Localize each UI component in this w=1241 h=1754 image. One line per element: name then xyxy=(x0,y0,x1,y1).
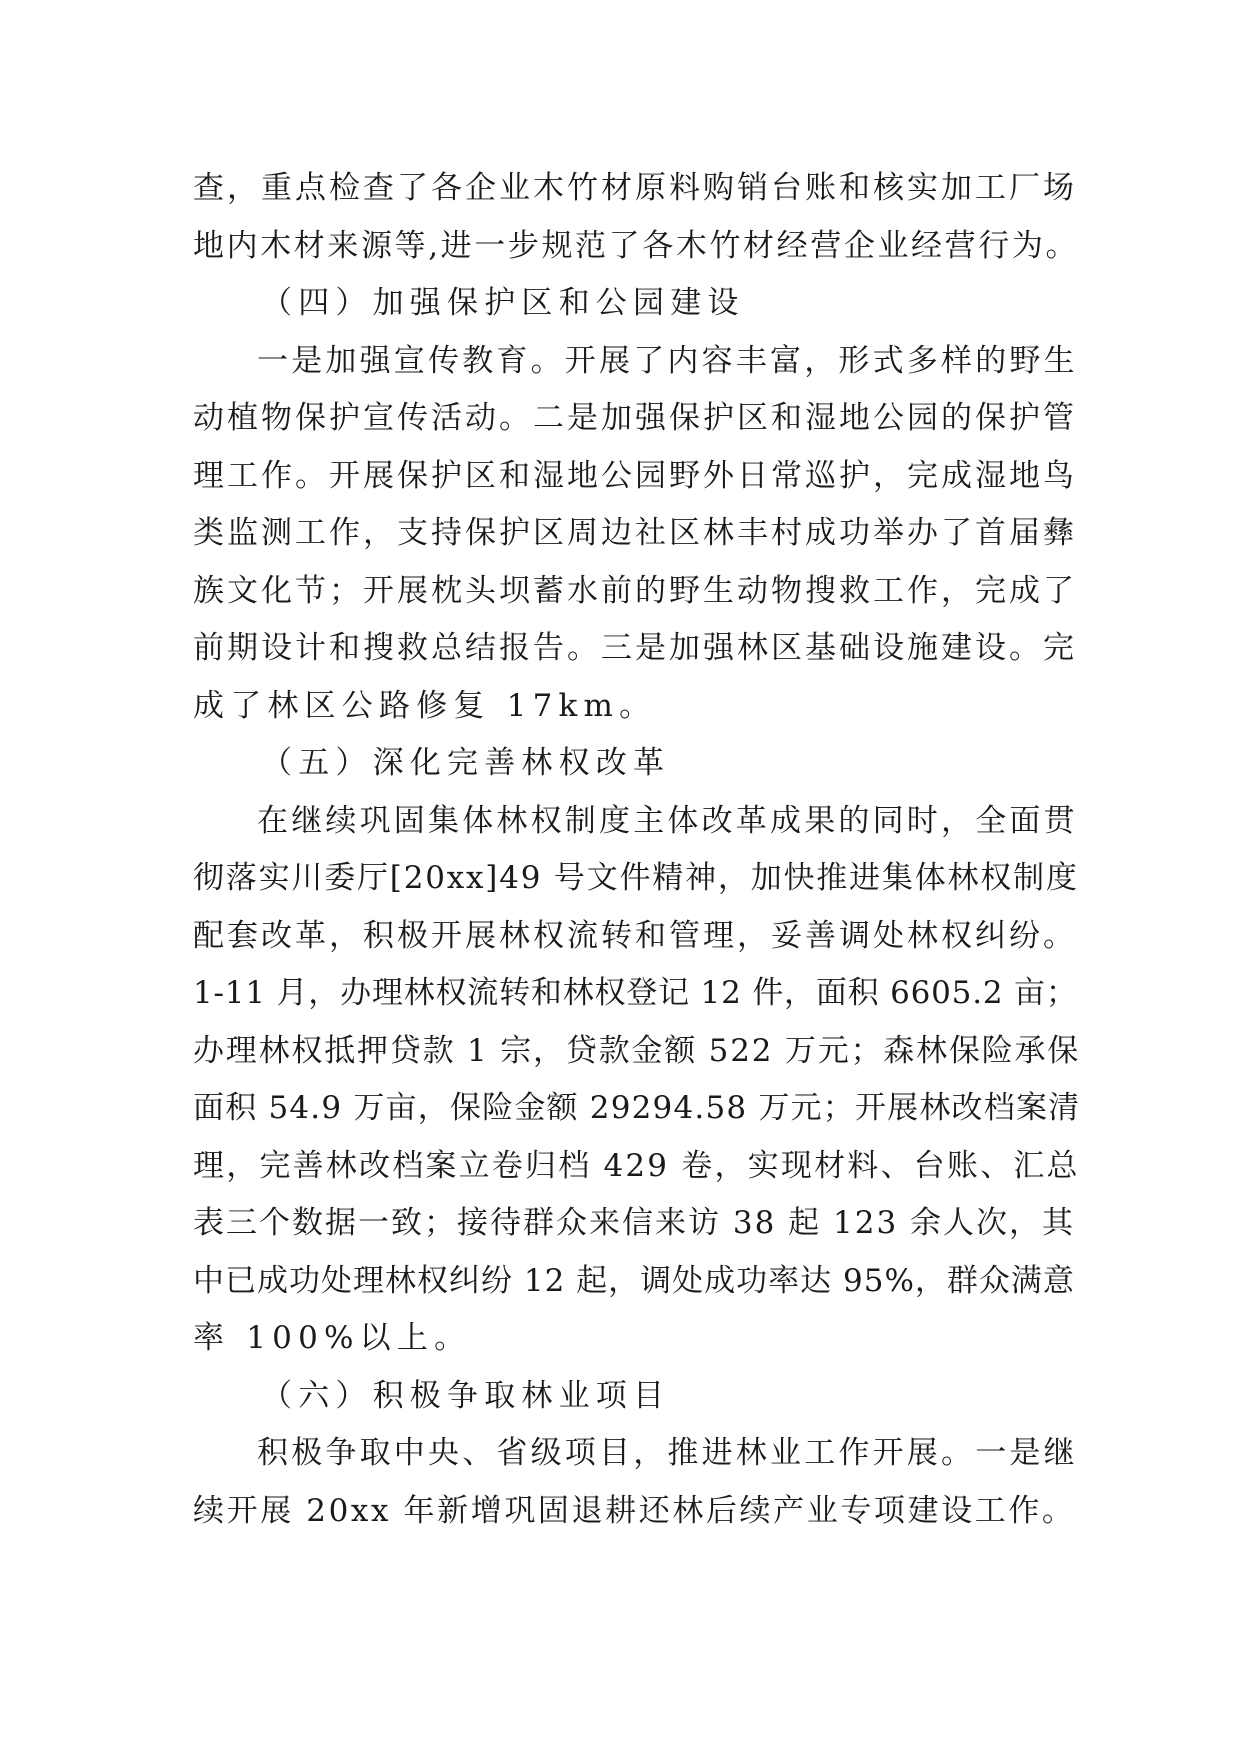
body-text-line: 中已成功处理林权纠纷 12 起，调处成功率达 95%，群众满意 xyxy=(193,1263,1075,1299)
body-text-line: 前期设计和搜救总结报告。三是加强林区基础设施建设。完 xyxy=(193,630,1077,666)
body-text-line: 动植物保护宣传活动。二是加强保护区和湿地公园的保护管 xyxy=(193,400,1077,436)
section-heading-4: （四）加强保护区和公园建设 xyxy=(261,285,745,321)
body-text-line: 查，重点检查了各企业木竹材原料购销台账和核实加工厂场 xyxy=(193,170,1077,206)
body-text-line: 成了林区公路修复 17km。 xyxy=(193,688,657,724)
body-text-line: 1-11 月，办理林权流转和林权登记 12 件，面积 6605.2 亩； xyxy=(193,975,1078,1011)
body-text-line: 理工作。开展保护区和湿地公园野外日常巡护，完成湿地鸟 xyxy=(193,458,1077,494)
paragraph-first-line: 积极争取中央、省级项目，推进林业工作开展。一是继 xyxy=(257,1435,1078,1471)
body-text-line: 办理林权抵押贷款 1 宗，贷款金额 522 万元；森林保险承保 xyxy=(193,1033,1081,1069)
body-text-line: 类监测工作，支持保护区周边社区林丰村成功举办了首届彝 xyxy=(193,515,1077,551)
body-text-line: 配套改革，积极开展林权流转和管理，妥善调处林权纠纷。 xyxy=(193,918,1077,954)
body-text-line: 表三个数据一致；接待群众来信来访 38 起 123 余人次，其 xyxy=(193,1205,1076,1241)
body-text-line: 彻落实川委厅[20xx]49 号文件精神，加快推进集体林权制度 xyxy=(193,860,1079,896)
body-text-line: 续开展 20xx 年新增巩固退耕还林后续产业专项建设工作。 xyxy=(193,1493,1076,1529)
section-heading-6: （六）积极争取林业项目 xyxy=(261,1378,671,1414)
body-text-line: 理，完善林改档案立卷归档 429 卷，实现材料、台账、汇总 xyxy=(193,1148,1080,1184)
body-text-line: 地内木材来源等,进一步规范了各木竹材经营企业经营行为。 xyxy=(193,228,1080,264)
body-text-line: 族文化节；开展枕头坝蓄水前的野生动物搜救工作，完成了 xyxy=(193,573,1077,609)
section-heading-5: （五）深化完善林权改革 xyxy=(261,745,671,781)
body-text-line: 率 100%以上。 xyxy=(193,1320,472,1356)
paragraph-first-line: 一是加强宣传教育。开展了内容丰富，形式多样的野生 xyxy=(257,343,1078,379)
paragraph-first-line: 在继续巩固集体林权制度主体改革成果的同时，全面贯 xyxy=(257,803,1078,839)
body-text-line: 面积 54.9 万亩，保险金额 29294.58 万元；开展林改档案清 xyxy=(193,1090,1081,1126)
